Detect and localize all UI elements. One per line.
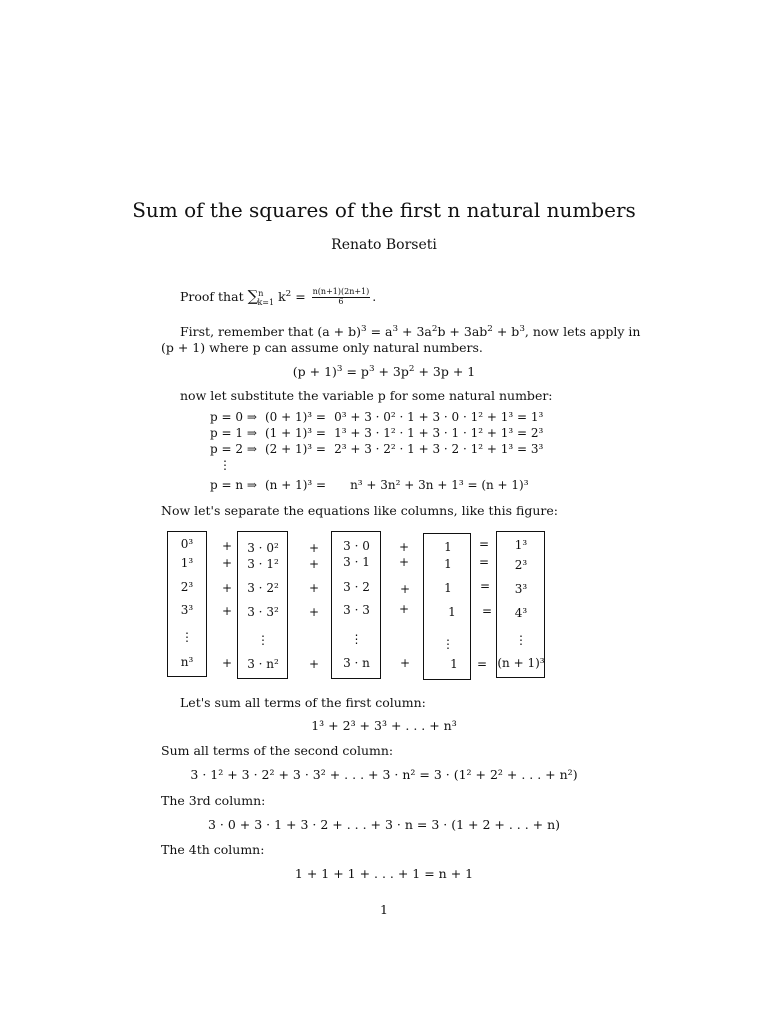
eq-rhs: 0³ + 3 · 0² · 1 + 3 · 0 · 1² + 1³ = 1³ — [334, 410, 544, 424]
equals-sign: = — [479, 537, 490, 551]
col5-cell: 4³ — [514, 606, 528, 620]
eq-lhs: (0 + 1)³ = — [264, 410, 326, 424]
plus-sign: + — [399, 602, 410, 616]
separate-text: Now let's separate the equations like columns, like this figure: — [161, 503, 558, 518]
col1-cell: 1³ — [180, 556, 194, 570]
expansion-eq: $(p + 1)^3 = p^3 + 3p^2 + 3p + 1$ — [292, 363, 476, 379]
col4-cell: 1 — [450, 657, 458, 671]
plus-sign: + — [399, 540, 410, 554]
plus-sign: + — [400, 582, 411, 596]
proof-statement: Proof that ∑$^n_{k=1}$ $k^2$ = $\frac{n(n+1)(2n+1)}{6}$ . — [180, 287, 377, 307]
substitution-table — [206, 409, 547, 493]
fourth-column-text: The 4th column: — [161, 842, 265, 857]
plus-sign: + — [222, 656, 233, 670]
plus-sign: + — [309, 581, 320, 595]
eq-vdots: ⋮ — [218, 458, 231, 472]
equals-sign: = — [480, 579, 491, 593]
eq-row — [206, 441, 547, 457]
plus-sign: + — [309, 557, 320, 571]
para1-line1: First, remember that $(a + b)^3 = a^3 + 3a^2b + 3ab^2 + b^3$, now lets apply in — [180, 323, 641, 339]
para1-line2: (p + 1) where p can assume only natural numbers. — [161, 340, 483, 355]
col1-cell: 0³ — [180, 537, 194, 551]
col2-cell: 3 · n² — [247, 657, 279, 671]
sum-first-eq: 1³ + 2³ + 3³ + . . . + n³ — [311, 718, 457, 733]
col2-cell: 3 · 2² — [247, 581, 279, 595]
author-name: Renato Borseti — [331, 237, 437, 253]
col5-cell: 1³ — [514, 538, 528, 552]
plus-sign: + — [309, 657, 320, 671]
col3-cell: ⋮ — [350, 632, 363, 646]
col1-cell: n³ — [180, 655, 194, 669]
col4-cell: 1 — [444, 581, 452, 595]
col1-cell: 2³ — [180, 580, 194, 594]
plus-sign: + — [309, 541, 320, 555]
col3-cell: 3 · 2 — [343, 580, 370, 594]
eq-rhs: 2³ + 3 · 2² · 1 + 3 · 2 · 1² + 1³ = 3³ — [334, 442, 544, 456]
eq-lhs: (n + 1)³ = — [264, 478, 327, 492]
col3-cell: 3 · n — [343, 656, 370, 670]
eq-p: p = n ⇒ — [210, 478, 257, 492]
col2-cell: 3 · 3² — [247, 605, 279, 619]
eq-row — [206, 457, 547, 473]
eq-lhs: (2 + 1)³ = — [264, 442, 326, 456]
eq-p: p = 1 ⇒ — [210, 426, 257, 440]
col3-cell: 3 · 1 — [343, 555, 370, 569]
sum-second-text: Sum all terms of the second column: — [161, 743, 394, 758]
paper-title: Sum of the squares of the first n natural numbers — [132, 198, 636, 222]
col5-cell: 3³ — [514, 582, 528, 596]
eq-lhs: (1 + 1)³ = — [264, 426, 326, 440]
third-column-eq: 3 · 0 + 3 · 1 + 3 · 2 + . . . + 3 · n = 3 · (1 + 2 + . . . + n) — [207, 817, 561, 832]
plus-sign: + — [399, 555, 410, 569]
col2-cell: 3 · 0² — [247, 541, 279, 555]
third-column-text: The 3rd column: — [161, 793, 266, 808]
col2-cell: ⋮ — [257, 633, 269, 647]
col2-cell: 3 · 1² — [247, 557, 279, 571]
eq-row — [206, 409, 547, 425]
col4-cell: 1 — [448, 605, 456, 619]
eq-row — [206, 473, 547, 493]
plus-sign: + — [400, 656, 411, 670]
equals-sign: = — [482, 604, 493, 618]
plus-sign: + — [309, 605, 320, 619]
sum-second-eq: 3 · 1² + 3 · 2² + 3 · 3² + . . . + 3 · n² = 3 · (1² + 2² + . . . + n²) — [190, 767, 578, 782]
eq-rhs: n³ + 3n² + 3n + 1³ = (n + 1)³ — [350, 478, 529, 492]
plus-sign: + — [222, 556, 233, 570]
equals-sign: = — [479, 555, 490, 569]
col5-cell: (n + 1)³ — [497, 656, 545, 670]
eq-p: p = 2 ⇒ — [210, 442, 257, 456]
fourth-column-eq: 1 + 1 + 1 + . . . + 1 = n + 1 — [294, 866, 474, 881]
eq-rhs: 1³ + 3 · 1² · 1 + 3 · 1 · 1² + 1³ = 2³ — [334, 426, 544, 440]
plus-sign: + — [222, 581, 233, 595]
col5-cell: ⋮ — [515, 633, 527, 647]
equals-sign: = — [477, 657, 488, 671]
col4-cell: 1 — [444, 557, 452, 571]
page-number: 1 — [380, 902, 388, 917]
plus-sign: + — [222, 604, 233, 618]
col4-cell: 1 — [444, 540, 452, 554]
col4-cell: ⋮ — [442, 637, 454, 651]
eq-row — [206, 425, 547, 441]
sum-first-text: Let's sum all terms of the first column: — [180, 695, 426, 710]
col1-cell: ⋮ — [181, 630, 193, 644]
plus-sign: + — [222, 539, 233, 553]
col5-cell: 2³ — [514, 558, 528, 572]
col1-cell: 3³ — [180, 603, 194, 617]
col3-cell: 3 · 3 — [343, 603, 370, 617]
eq-p: p = 0 ⇒ — [210, 410, 257, 424]
substitute-text: now let substitute the variable p for some natural number: — [180, 388, 553, 403]
col3-cell: 3 · 0 — [343, 539, 370, 553]
